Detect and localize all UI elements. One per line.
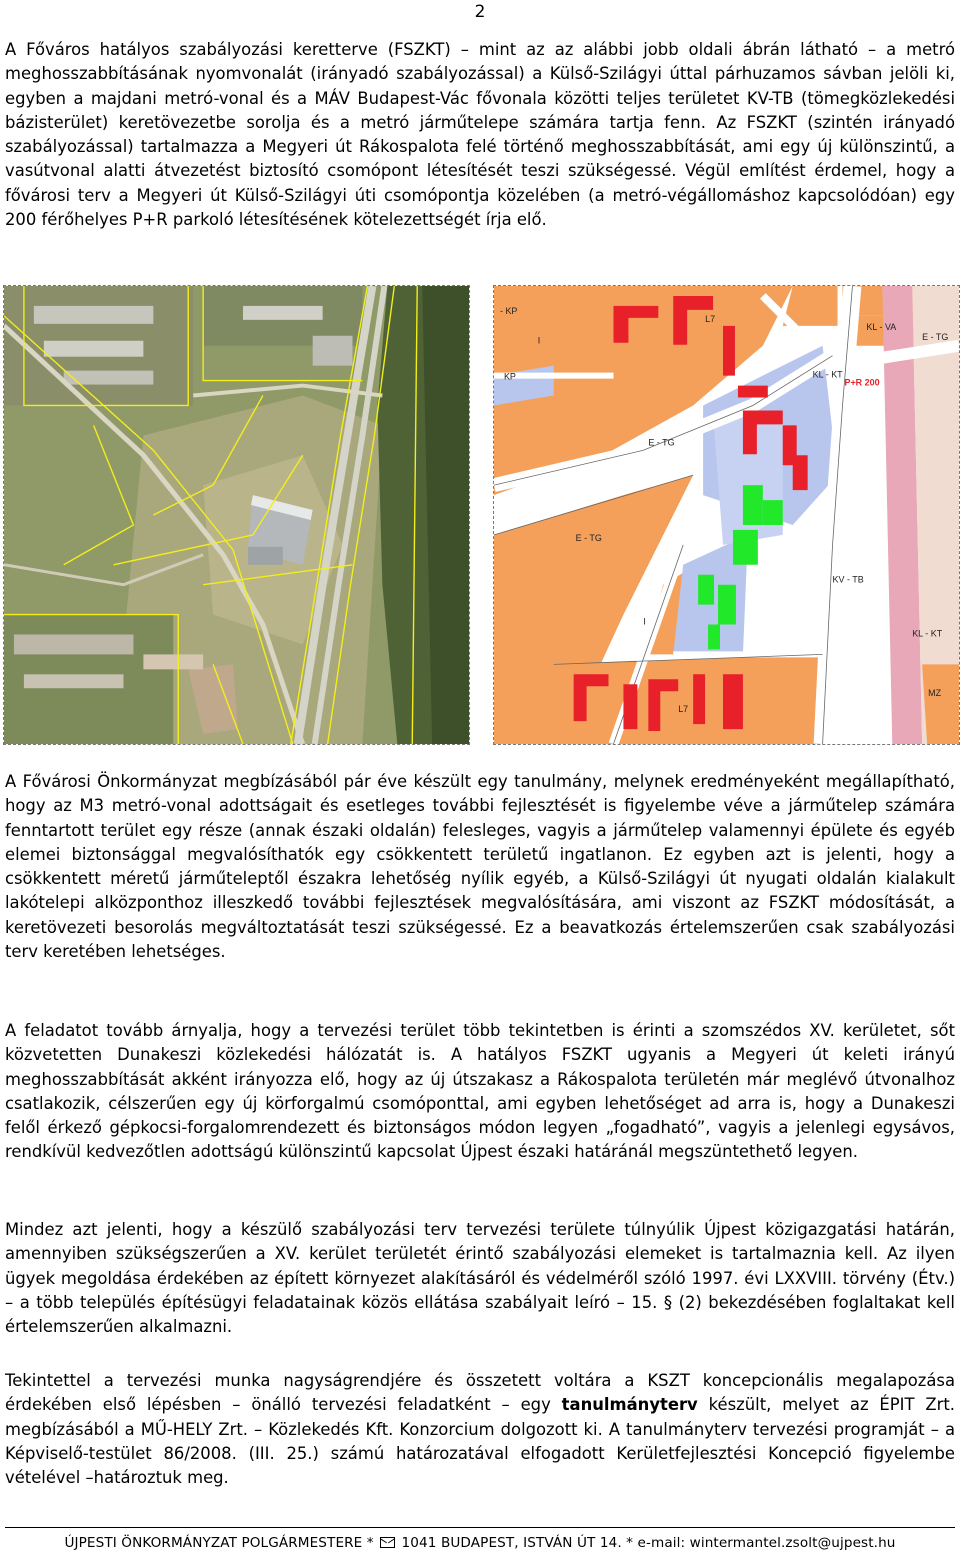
paragraph-plan-bold: tanulmányterv bbox=[561, 1395, 698, 1415]
label-kp2: KP bbox=[503, 371, 516, 382]
paragraph-fszkt: A Főváros hatályos szabályozási keretterve (FSZKT) – mint az az alábbi jobb oldali ábrán látható – a metró meghosszabbításának nyomvonalát (irányadó szabályozással) a Külső-Szilágyi úttal párhuzamos sávban jelöli ki, egyben a majdani metró-vonal és a MÁV Budapest-Vác fővonala közötti teljes területet KV-TB (tömegközlekedési bázisterület) keretövezetbe sorolja és a metró járműtelepe számára tartja fenn. Az FSZKT (szintén irányadó szabályozással) tartalmazza a Megyeri út Rákospalota felé történő meghosszabbítását, ami egy új különszintű, a vasútvonal alatti átvezetést biztosító csomópont létesítését teszi szükségessé. Végül említést érdemel, hogy a fővárosi terv a Megyeri út Külső-Szilágyi úti csomópontja közelében (a metró-végállomáshoz kapcsolódóan) egy 200 férőhelyes P+R parkoló létesítésének kötelezettségét írja elő. bbox=[5, 40, 955, 230]
label-kp1: - KP bbox=[499, 305, 518, 316]
label-kl-kt1: KL - KT bbox=[812, 369, 843, 380]
label-l7a: L7 bbox=[705, 313, 716, 324]
page-number: 2 bbox=[474, 2, 486, 22]
label-kv-tb: KV - TB bbox=[832, 574, 864, 585]
label-e-tg-top: E - TG bbox=[922, 331, 949, 342]
label-e-tg-mid: E - TG bbox=[648, 437, 675, 448]
paragraph-administration: Mindez azt jelenti, hogy a készülő szabályozási terv tervezési területe túlnyúlik Újpest közigazgatási határán, amennyiben szükségszerűen a XV. kerület területét érintő szabályozási elemeket is tartalmaznia kell. Az ilyen ügyek megoldása érdekében az épített környezet alakításáról és védelméről szóló 1997. évi LXXVIII. törvény (Étv.) – a több település építésügyi feladatainak közös ellátása szabályait leíró – 15. § (2) bekezdésében foglaltakat kell értelemszerűen alkalmazni. bbox=[5, 1220, 955, 1337]
zoning-plan bbox=[493, 285, 960, 745]
aerial-photo bbox=[3, 285, 470, 745]
envelope-icon bbox=[380, 1537, 395, 1548]
label-mz: MZ bbox=[928, 688, 942, 699]
label-e-tg-low: E - TG bbox=[575, 532, 602, 543]
paragraph-plan bbox=[5, 1369, 955, 1490]
footer bbox=[5, 1533, 955, 1553]
label-l7b: L7 bbox=[678, 704, 689, 715]
paragraph-district: A feladatot tovább árnyalja, hogy a tervezési terület több tekintetben is érinti a szomszédos XV. kerületet, sőt közvetetten Dunakeszi közlekedési hálózatát is. A hatályos FSZKT ugyanis a Megyeri út keleti irányú meghosszabbítását akként irányozza elő, hogy az új útszakasz a Rákospalota területén már meglévő útvonalhoz csatlakozik, célszerűen egy új körforgalmú csomóponttal, ami egyben lehetőséget ad arra is, hogy a Dunakeszi felől érkező gépkocsi-forgalomrendezett és biztonságos módon legyen „fogadható”, vagyis a jelenlegi egysávos, rendkívül kedvezőtlen adottságú különszintű kapcsolat Újpest északi határánál megszüntethető legyen. bbox=[5, 1021, 955, 1162]
paragraph-plan-start: Tekintettel a tervezési munka nagyságrendjére és összetett voltára a KSZT koncepcionális megalapozása érdekében első lépésben – önálló tervezési feladatként – egy bbox=[5, 1371, 955, 1415]
label-kl-va: KL - VA bbox=[866, 321, 897, 332]
paragraph-plan-end: készült, melyet az ÉPIT Zrt. megbízásából a MŰ-HELY Zrt. – Közlekedés Kft. Konzorcium dolgozott ki. A tanulmányterv tervezési programját – a Képviselő-testület 86/2008. (III. 25.) számú határozatával elfogadott Kerületfejlesztési Koncepció figyelembe vételével –határoztuk meg. bbox=[5, 1395, 956, 1488]
zoning-plan-graphic bbox=[494, 286, 959, 744]
label-i1: I bbox=[537, 335, 541, 346]
label-kl-kt2: KL - KT bbox=[912, 628, 943, 639]
footer-office: ÚJPESTI ÖNKORMÁNYZAT POLGÁRMESTERE * bbox=[64, 1535, 374, 1551]
label-pr: P+R 200 bbox=[844, 377, 880, 388]
label-i2: I bbox=[643, 616, 646, 627]
aerial-photo-graphic bbox=[4, 286, 469, 744]
footer-rule bbox=[5, 1527, 955, 1528]
footer-address: 1041 BUDAPEST, ISTVÁN ÚT 14. * e-mail: wintermantel.zsolt@ujpest.hu bbox=[401, 1535, 896, 1551]
paragraph-study: A Fővárosi Önkormányzat megbízásából pár éve készült egy tanulmány, melynek eredményeként megállapítható, hogy az M3 metró-vonal adottságait és esetleges további fejlesztését is figyelembe véve a járműtelep számára fenntartott terület egy része (annak északi oldalán) felesleges, vagyis a járműtelep valamennyi épülete és egyéb elemei biztonsággal megvalósíthatók egy csökkentett területű ingatlanon. Ez egyben azt is jelenti, hogy a csökkentett méretű járműteleptől északra lehetőség nyílik egyéb, a Külső-Szilágyi út nyugati oldalán kialakult lakótelepi alközponthoz illeszkedő további fejlesztések megvalósítására, ami viszont az FSZKT módosítását, a keretövezeti besorolás megváltoztatását teszi szükségessé. Ez a beavatkozás értelemszerűen csak szabályozási terv keretében lehetséges. bbox=[5, 772, 955, 962]
